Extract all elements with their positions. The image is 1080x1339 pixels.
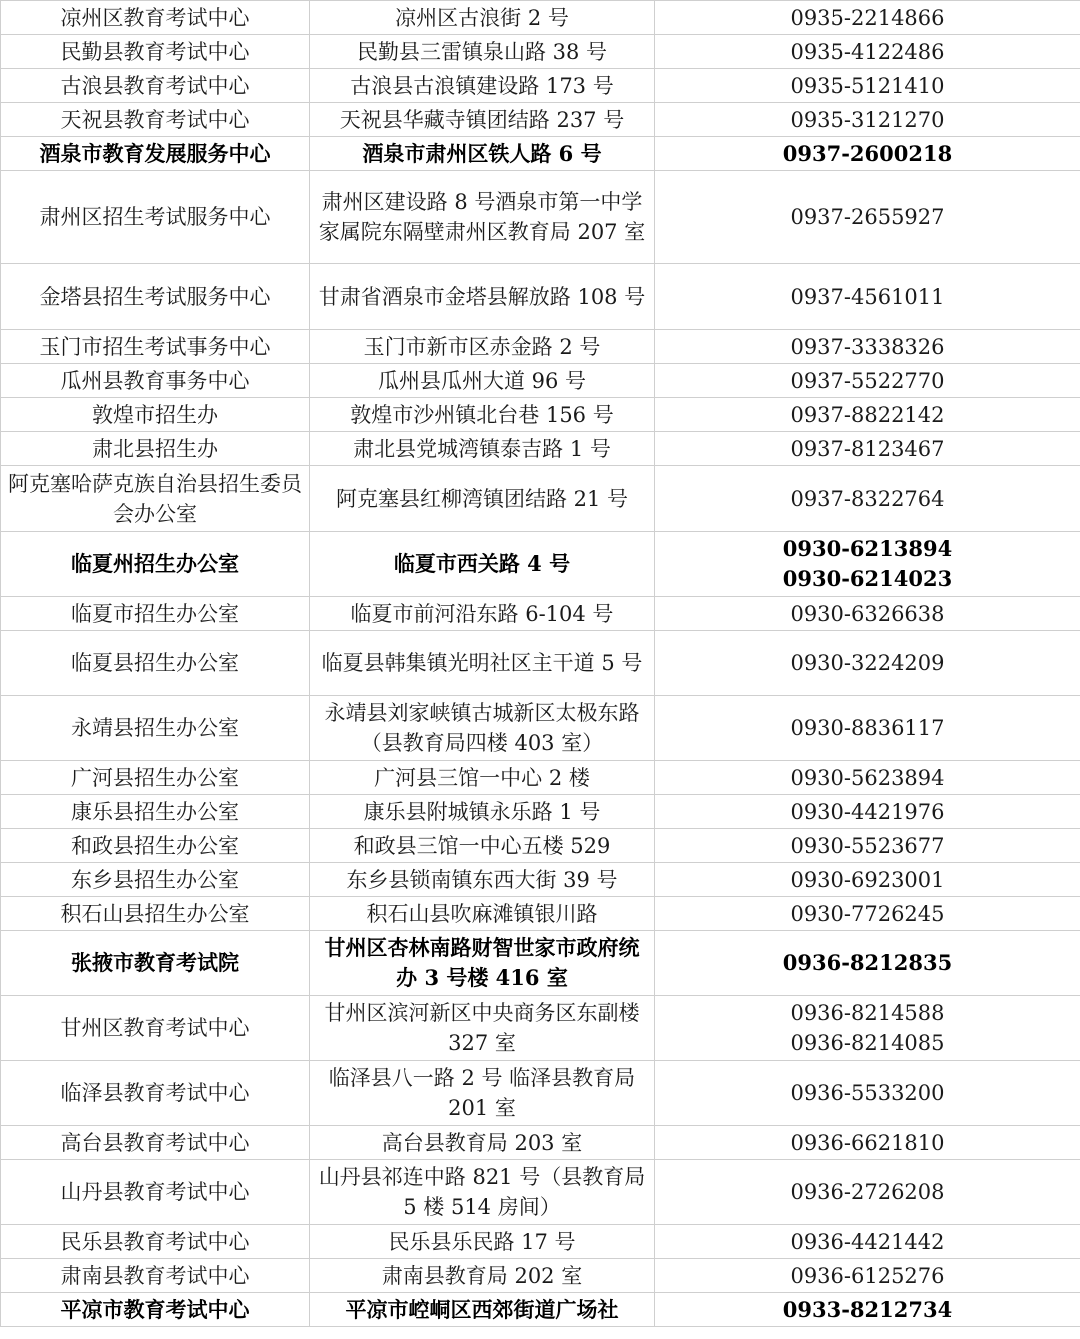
phone-number: 0935-3121270 — [790, 107, 945, 132]
phone-cell — [655, 137, 1080, 171]
phone-number: 0930-4421976 — [790, 799, 945, 824]
table-row — [1, 432, 1080, 466]
table-row — [1, 466, 1080, 532]
phone-number: 0937-8123467 — [790, 436, 945, 461]
address-cell: 甘州区杏林南路财智世家市政府统办 3 号楼 416 室 — [310, 931, 655, 996]
phone-cell — [655, 1293, 1080, 1327]
address-cell: 玉门市新市区赤金路 2 号 — [310, 330, 655, 364]
office-name-cell: 甘州区教育考试中心 — [1, 996, 310, 1061]
phone-cell — [655, 1160, 1080, 1225]
office-name-cell: 凉州区教育考试中心 — [1, 1, 310, 35]
table-row — [1, 1061, 1080, 1126]
address-cell: 积石山县吹麻滩镇银川路 — [310, 897, 655, 931]
table-row — [1, 103, 1080, 137]
table-row — [1, 897, 1080, 931]
phone-number: 0930-8836117 — [790, 716, 945, 740]
office-name-cell: 酒泉市教育发展服务中心 — [1, 137, 310, 171]
table-row — [1, 696, 1080, 761]
office-name-cell: 古浪县教育考试中心 — [1, 69, 310, 103]
phone-number: 0935-2214866 — [790, 5, 945, 30]
office-name-cell: 张掖市教育考试院 — [1, 931, 310, 996]
phone-number: 0930-6923001 — [790, 867, 945, 892]
table-row — [1, 761, 1080, 795]
address-cell: 凉州区古浪街 2 号 — [310, 1, 655, 35]
phone-number: 0936-6621810 — [790, 1130, 945, 1155]
phone-cell — [655, 103, 1080, 137]
phone-number: 0936-8212835 — [782, 950, 953, 975]
phone-number: 0937-8322764 — [790, 486, 945, 511]
address-cell: 肃南县教育局 202 室 — [310, 1259, 655, 1293]
table-row — [1, 330, 1080, 364]
phone-cell — [655, 171, 1080, 264]
office-name-cell: 临夏县招生办公室 — [1, 631, 310, 696]
phone-cell — [655, 432, 1080, 466]
phone-number: 0930-3224209 — [790, 651, 945, 675]
address-cell: 甘肃省酒泉市金塔县解放路 108 号 — [310, 264, 655, 330]
phone-number: 0930-7726245 — [790, 901, 945, 926]
table-row — [1, 829, 1080, 863]
phone-number: 0936-2726208 — [790, 1180, 945, 1204]
table-row — [1, 597, 1080, 631]
phone-number: 0937-2655927 — [790, 205, 945, 229]
table-row — [1, 863, 1080, 897]
phone-number: 0930-6214023 — [782, 566, 953, 591]
table-row — [1, 364, 1080, 398]
phone-cell — [655, 631, 1080, 696]
office-name-cell: 肃州区招生考试服务中心 — [1, 171, 310, 264]
office-name-cell: 民勤县教育考试中心 — [1, 35, 310, 69]
phone-number: 0930-6326638 — [790, 601, 945, 626]
phone-number: 0937-2600218 — [782, 140, 953, 166]
table-row — [1, 996, 1080, 1061]
phone-cell — [655, 1259, 1080, 1293]
phone-number: 0936-8214085 — [790, 1031, 945, 1055]
phone-cell — [655, 696, 1080, 761]
office-name-cell: 敦煌市招生办 — [1, 398, 310, 432]
address-cell: 山丹县祁连中路 821 号（县教育局 5 楼 514 房间） — [310, 1160, 655, 1225]
address-cell: 临夏市西关路 4 号 — [310, 532, 655, 597]
office-name-cell: 积石山县招生办公室 — [1, 897, 310, 931]
contact-table-body — [1, 1, 1080, 1327]
table-row — [1, 1126, 1080, 1160]
phone-cell — [655, 863, 1080, 897]
phone-cell — [655, 532, 1080, 597]
table-row — [1, 264, 1080, 330]
table-row — [1, 69, 1080, 103]
table-row — [1, 631, 1080, 696]
phone-cell — [655, 761, 1080, 795]
phone-number: 0936-6125276 — [790, 1263, 945, 1288]
phone-number: 0930-5523677 — [790, 833, 945, 858]
phone-number: 0936-5533200 — [790, 1081, 945, 1105]
address-cell: 肃州区建设路 8 号酒泉市第一中学家属院东隔壁肃州区教育局 207 室 — [310, 171, 655, 264]
phone-cell — [655, 996, 1080, 1061]
office-name-cell: 天祝县教育考试中心 — [1, 103, 310, 137]
address-cell: 和政县三馆一中心五楼 529 — [310, 829, 655, 863]
table-row — [1, 1225, 1080, 1259]
office-name-cell: 临夏州招生办公室 — [1, 532, 310, 597]
table-row — [1, 931, 1080, 996]
table-row — [1, 171, 1080, 264]
address-cell: 古浪县古浪镇建设路 173 号 — [310, 69, 655, 103]
address-cell: 酒泉市肃州区铁人路 6 号 — [310, 137, 655, 171]
table-row — [1, 1259, 1080, 1293]
phone-number: 0935-4122486 — [790, 39, 945, 64]
phone-cell — [655, 1, 1080, 35]
address-cell: 民勤县三雷镇泉山路 38 号 — [310, 35, 655, 69]
phone-number: 0937-8822142 — [790, 402, 945, 427]
phone-cell — [655, 330, 1080, 364]
address-cell: 民乐县乐民路 17 号 — [310, 1225, 655, 1259]
office-name-cell: 肃北县招生办 — [1, 432, 310, 466]
phone-cell — [655, 829, 1080, 863]
office-name-cell: 肃南县教育考试中心 — [1, 1259, 310, 1293]
phone-number: 0937-3338326 — [790, 334, 945, 359]
office-name-cell: 平凉市教育考试中心 — [1, 1293, 310, 1327]
phone-number: 0936-4421442 — [790, 1229, 945, 1254]
address-cell: 东乡县锁南镇东西大街 39 号 — [310, 863, 655, 897]
phone-cell — [655, 398, 1080, 432]
address-cell: 临泽县八一路 2 号 临泽县教育局 201 室 — [310, 1061, 655, 1126]
phone-cell — [655, 69, 1080, 103]
phone-cell — [655, 1225, 1080, 1259]
address-cell: 甘州区滨河新区中央商务区东副楼 327 室 — [310, 996, 655, 1061]
table-row — [1, 1293, 1080, 1327]
office-name-cell: 瓜州县教育事务中心 — [1, 364, 310, 398]
phone-cell — [655, 364, 1080, 398]
office-name-cell: 高台县教育考试中心 — [1, 1126, 310, 1160]
phone-number: 0930-5623894 — [790, 765, 945, 790]
address-cell: 天祝县华藏寺镇团结路 237 号 — [310, 103, 655, 137]
address-cell: 永靖县刘家峡镇古城新区太极东路（县教育局四楼 403 室） — [310, 696, 655, 761]
address-cell: 阿克塞县红柳湾镇团结路 21 号 — [310, 466, 655, 532]
address-cell: 敦煌市沙州镇北台巷 156 号 — [310, 398, 655, 432]
address-cell: 广河县三馆一中心 2 楼 — [310, 761, 655, 795]
office-name-cell: 康乐县招生办公室 — [1, 795, 310, 829]
phone-cell — [655, 597, 1080, 631]
address-cell: 平凉市崆峒区西郊街道广场社 — [310, 1293, 655, 1327]
office-name-cell: 和政县招生办公室 — [1, 829, 310, 863]
table-row — [1, 1160, 1080, 1225]
table-row — [1, 1, 1080, 35]
phone-cell — [655, 795, 1080, 829]
office-name-cell: 临泽县教育考试中心 — [1, 1061, 310, 1126]
phone-number: 0933-8212734 — [782, 1296, 953, 1322]
phone-cell — [655, 466, 1080, 532]
office-name-cell: 阿克塞哈萨克族自治县招生委员会办公室 — [1, 466, 310, 532]
office-name-cell: 金塔县招生考试服务中心 — [1, 264, 310, 330]
phone-cell — [655, 264, 1080, 330]
office-name-cell: 玉门市招生考试事务中心 — [1, 330, 310, 364]
address-cell: 康乐县附城镇永乐路 1 号 — [310, 795, 655, 829]
office-name-cell: 临夏市招生办公室 — [1, 597, 310, 631]
office-name-cell: 民乐县教育考试中心 — [1, 1225, 310, 1259]
phone-cell — [655, 931, 1080, 996]
phone-cell — [655, 35, 1080, 69]
table-row — [1, 795, 1080, 829]
address-cell: 瓜州县瓜州大道 96 号 — [310, 364, 655, 398]
phone-cell — [655, 897, 1080, 931]
phone-number: 0935-5121410 — [790, 73, 945, 98]
office-name-cell: 永靖县招生办公室 — [1, 696, 310, 761]
table-row — [1, 35, 1080, 69]
table-row — [1, 398, 1080, 432]
address-cell: 临夏市前河沿东路 6-104 号 — [310, 597, 655, 631]
table-row — [1, 137, 1080, 171]
address-cell: 临夏县韩集镇光明社区主干道 5 号 — [310, 631, 655, 696]
address-cell: 肃北县党城湾镇泰吉路 1 号 — [310, 432, 655, 466]
phone-number: 0936-8214588 — [790, 1001, 945, 1025]
table-row — [1, 532, 1080, 597]
phone-cell — [655, 1126, 1080, 1160]
phone-cell — [655, 1061, 1080, 1126]
address-cell: 高台县教育局 203 室 — [310, 1126, 655, 1160]
office-name-cell: 山丹县教育考试中心 — [1, 1160, 310, 1225]
office-name-cell: 东乡县招生办公室 — [1, 863, 310, 897]
phone-number: 0937-4561011 — [790, 284, 945, 309]
office-name-cell: 广河县招生办公室 — [1, 761, 310, 795]
phone-number: 0930-6213894 — [782, 536, 953, 561]
phone-number: 0937-5522770 — [790, 368, 945, 393]
